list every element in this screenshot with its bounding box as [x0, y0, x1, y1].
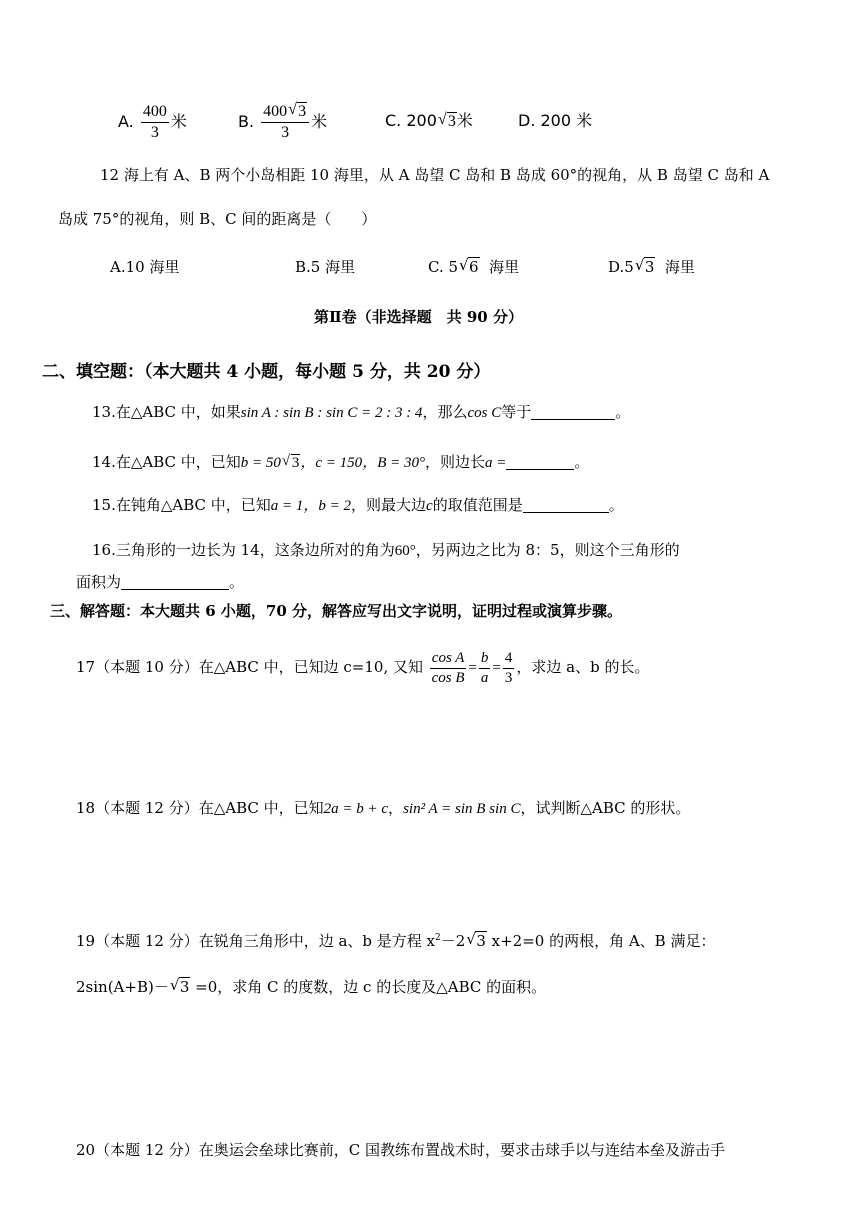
question-text: 14.在△ABC 中，已知	[92, 453, 241, 471]
formula: ，b = 2	[303, 498, 352, 514]
q12-line2: 岛成 75°的视角，则 B、C 间的距离是（ ）	[58, 210, 377, 228]
question-text: 15.在钝角△ABC 中，已知	[92, 496, 271, 514]
numerator: b	[479, 650, 491, 669]
unit: 米	[456, 113, 473, 130]
question-text: 等于	[501, 403, 532, 421]
fraction	[479, 650, 491, 686]
q19-line2	[76, 976, 546, 997]
numerator: 400	[263, 103, 288, 121]
q12-option-b: B.5 海里	[295, 258, 356, 276]
question-text: 16.三角形的一边长为 14，这条边所对的角为	[92, 541, 395, 559]
q11-option-a	[118, 98, 187, 146]
q18: 18（本题 12 分）在△ABC 中，已知2a = b + c，sin² A = sin B sin C，试判断△ABC 的形状。	[76, 799, 691, 817]
sqrt-sign	[459, 258, 480, 276]
radicand: 3	[476, 932, 486, 950]
formula: sin² A = sin B sin C	[403, 801, 521, 817]
part2-title: 第Ⅱ卷（非选择题 共 90 分）	[314, 308, 523, 326]
q16-line2	[76, 571, 244, 592]
sqrt-sign	[288, 103, 307, 121]
sqrt-sign	[635, 258, 656, 276]
denominator: a	[480, 669, 489, 686]
question-text: ，试判断△ABC 的形状。	[520, 799, 691, 817]
numerator: 4	[503, 650, 515, 669]
q15	[92, 494, 624, 515]
question-text: ，则边长	[424, 453, 485, 471]
question-text: ，那么	[422, 403, 468, 421]
sqrt-sign	[438, 113, 457, 131]
question-text: ，求边 a、b 的长。	[516, 658, 650, 676]
question-text: 的取值范围是	[432, 496, 523, 514]
q12-option-c	[428, 256, 519, 277]
formula: c	[426, 498, 433, 514]
radicand: 3	[291, 455, 300, 471]
unit: 海里	[664, 258, 695, 276]
answer-blank[interactable]	[506, 454, 574, 470]
question-text: 2sin(A+B)－	[76, 978, 169, 996]
sqrt-sign	[282, 455, 301, 472]
sqrt-sign	[466, 932, 487, 950]
radicand: 3	[298, 103, 307, 121]
radicand: 3	[644, 258, 655, 276]
fraction	[503, 650, 515, 686]
formula: sin A : sin B : sin C = 2 : 3 : 4	[240, 405, 423, 421]
unit: 米	[170, 114, 187, 131]
radicand: 6	[469, 258, 479, 276]
punctuation: 。	[574, 453, 590, 471]
question-text: 19（本题 12 分）在锐角三角形中，边 a、b 是方程 x	[76, 932, 436, 950]
denominator: cos B	[431, 669, 465, 686]
q17: 17（本题 10 分）在△ABC 中，已知边 c=10, 又知 $\frac{\text{cos A}}{\text{cos B}}$ = $\frac{b}{a}$ = $\frac{4}{3}$ ，求边 a、b 的长。	[76, 650, 650, 686]
question-text: =0，求角 C 的度数，边 c 的长度及△ABC 的面积。	[190, 978, 547, 996]
option-label: A.	[118, 112, 134, 131]
unit: 米	[311, 114, 328, 131]
option-label: B.	[238, 112, 255, 131]
formula: a = 1	[270, 498, 304, 514]
question-text: 17（本题 10 分）在△ABC 中，已知边 c=10, 又知	[76, 658, 423, 676]
q12-line1: 12 海上有 A、B 两个小岛相距 10 海里，从 A 岛望 C 岛和 B 岛成 60°的视角，从 B 岛望 C 岛和 A	[100, 166, 770, 184]
option-label: D.5	[608, 258, 634, 276]
formula: ，B = 30°	[362, 455, 425, 471]
fraction	[261, 103, 309, 141]
question-text: 面积为	[76, 573, 122, 591]
denominator: 3	[281, 124, 290, 141]
formula: a =	[485, 455, 507, 471]
denominator: 3	[504, 669, 513, 686]
q11-option-b	[238, 98, 327, 146]
formula: b = 50	[240, 455, 281, 471]
q11-option-d	[518, 108, 592, 131]
denominator: 3	[150, 124, 159, 141]
answer-blank[interactable]	[523, 497, 609, 513]
formula: ，c = 150	[300, 455, 363, 471]
formula: 60°	[394, 543, 416, 559]
formula: cos C	[467, 405, 502, 421]
q11-option-c	[385, 108, 473, 131]
q16-line1	[92, 539, 680, 560]
sqrt-sign	[170, 978, 191, 996]
radicand: 3	[447, 113, 456, 130]
numerator: cos A	[430, 650, 467, 669]
punctuation: 。	[615, 403, 631, 421]
fraction	[141, 103, 169, 141]
option-label: D. 200 米	[518, 111, 593, 130]
option-label: C. 200	[385, 111, 437, 130]
section2-title: 二、填空题：（本大题共 4 小题，每小题 5 分，共 20 分）	[42, 362, 491, 382]
unit: 海里	[489, 258, 520, 276]
question-text: 13.在△ABC 中，如果	[92, 403, 241, 421]
question-text: x+2=0 的两根，角 A、B 满足：	[486, 932, 716, 950]
q12-option-a: A.10 海里	[110, 258, 180, 276]
formula: 2a = b + c	[323, 801, 389, 817]
question-text: －2	[440, 932, 466, 950]
punctuation: 。	[608, 496, 624, 514]
q12-option-d	[608, 256, 695, 277]
option-label: C. 5	[428, 258, 459, 276]
q20-line1: 20（本题 12 分）在奥运会垒球比赛前，C 国教练布置战术时，要求击球手以与连结本垒及游击手	[76, 1141, 725, 1159]
answer-blank[interactable]	[121, 574, 229, 590]
q13	[92, 401, 630, 422]
answer-blank[interactable]	[531, 404, 615, 420]
superscript: 2	[435, 933, 441, 943]
section3-title: 三、解答题：本大题共 6 小题，70 分，解答应写出文字说明，证明过程或演算步骤。	[50, 602, 622, 620]
numerator: 400	[141, 103, 169, 123]
question-text: ，另两边之比为 8：5，则这个三角形的	[415, 541, 680, 559]
question-text: 18（本题 12 分）在△ABC 中，已知	[76, 799, 324, 817]
fraction	[430, 650, 467, 686]
radicand: 3	[179, 978, 190, 996]
q14	[92, 451, 589, 472]
question-text: ，则最大边	[351, 496, 427, 514]
punctuation: 。	[229, 573, 245, 591]
q19-line1	[76, 930, 715, 951]
